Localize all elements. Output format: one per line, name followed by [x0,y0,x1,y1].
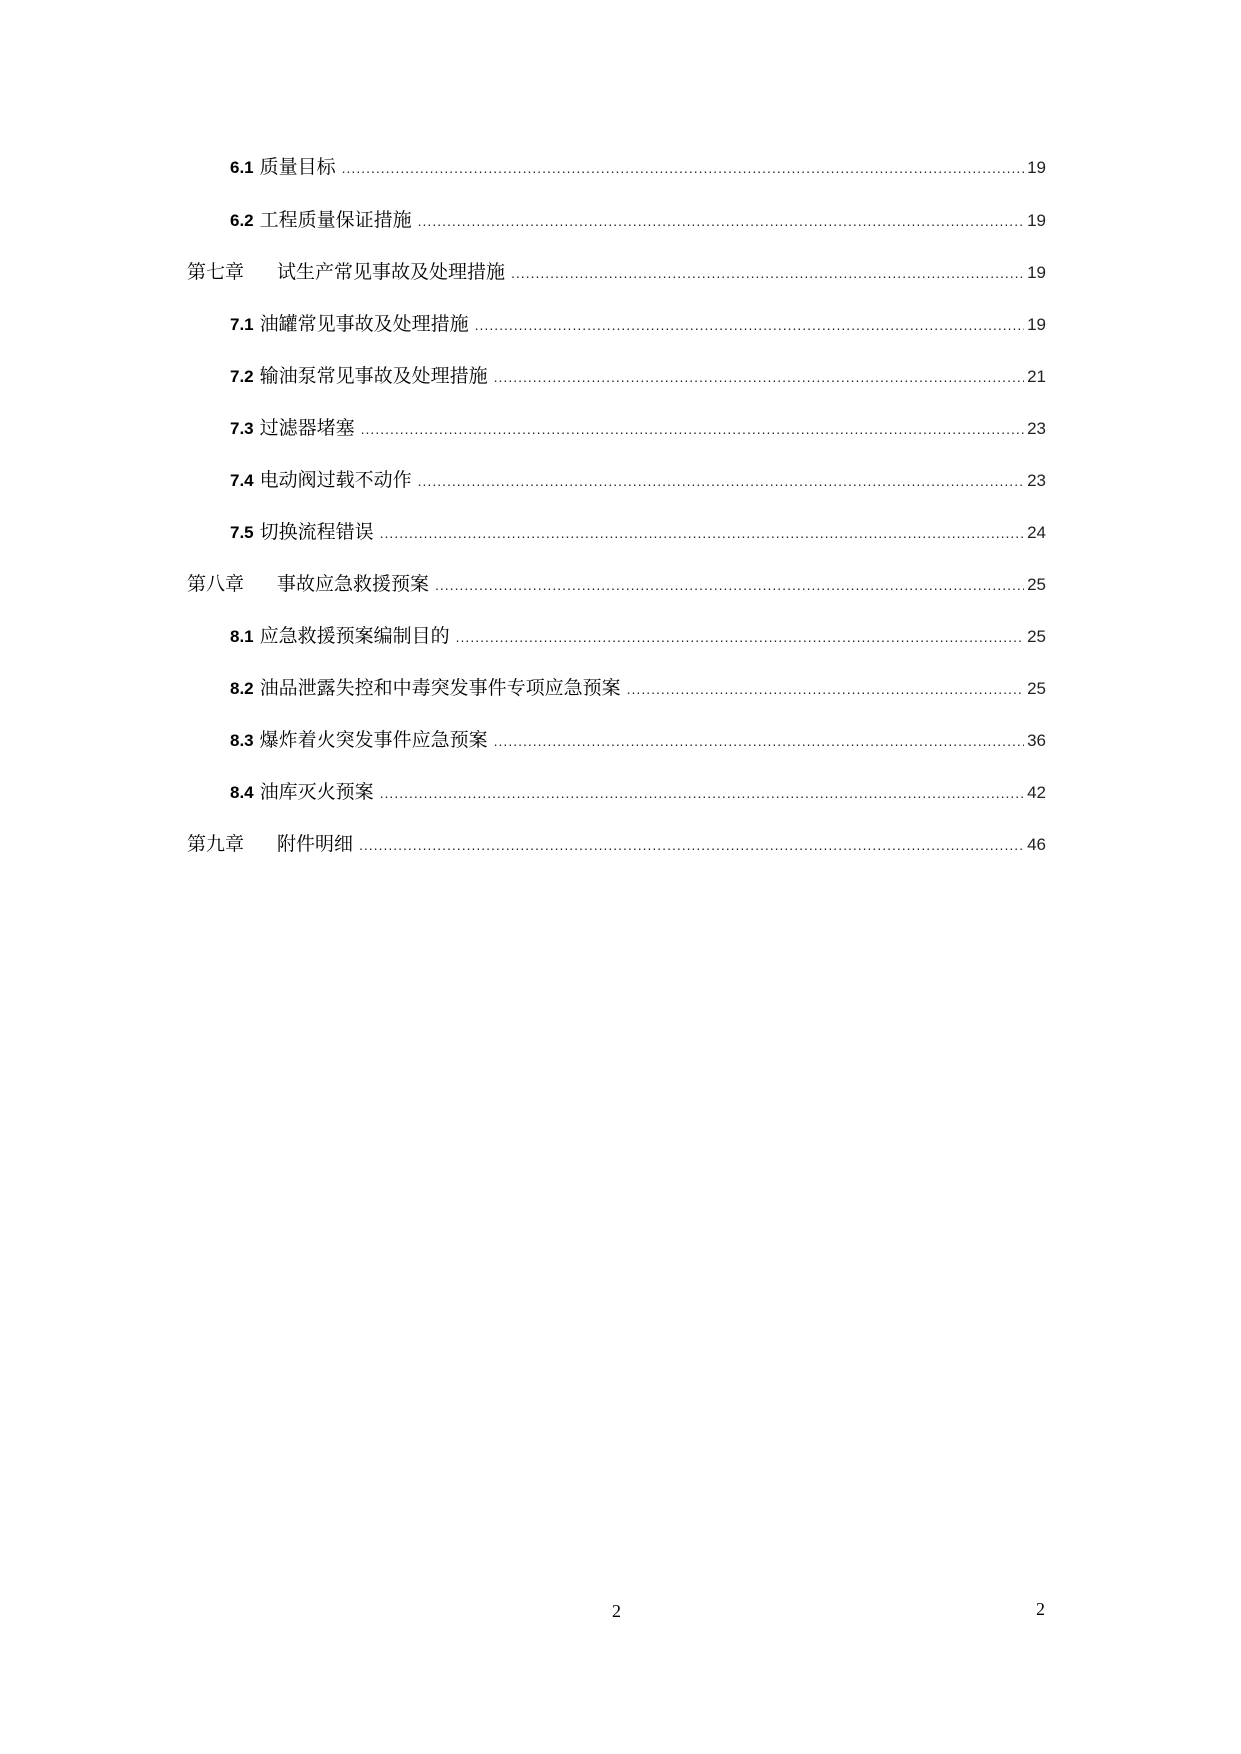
toc-number: 7.4 [230,471,254,490]
toc-title: 输油泵常见事故及处理措施 [259,365,488,387]
toc-title: 切换流程错误 [259,521,374,543]
toc-page-number: 46 [1027,835,1046,854]
toc-number: 6.1 [230,158,254,177]
toc-number: 8.4 [230,783,254,802]
dot-leader [511,258,1024,288]
toc-title: 过滤器堵塞 [259,417,355,439]
toc-entry-7-1[interactable] [230,309,1046,339]
footer-page-number: 2 [612,1601,621,1621]
toc-number: 8.3 [230,731,254,750]
toc-title: 事故应急救援预案 [277,573,430,595]
toc-entry-6-1[interactable] [230,152,1046,182]
chapter-label: 第九章 [187,833,245,855]
toc-entry-8-3[interactable] [230,725,1046,755]
toc-page-number: 19 [1027,315,1046,334]
toc-page-number: 42 [1027,783,1046,802]
dot-leader [418,466,1024,496]
toc-title: 试生产常见事故及处理措施 [277,261,506,283]
dot-leader [359,830,1024,860]
toc-title: 电动阀过载不动作 [259,469,412,491]
toc-number: 8.2 [230,679,254,698]
toc-page-number: 19 [1027,263,1046,282]
toc-entry-6-2[interactable] [230,205,1046,235]
toc-number: 7.3 [230,419,254,438]
toc-title: 油品泄露失控和中毒突发事件专项应急预案 [259,677,621,699]
toc-entry-8-4[interactable] [230,777,1046,807]
toc-title: 质量目标 [259,156,336,178]
toc-page-number: 25 [1027,679,1046,698]
toc-entry-8-2[interactable] [230,673,1046,703]
toc-entry-7-2[interactable] [230,361,1046,391]
toc-title: 油罐常见事故及处理措施 [259,313,469,335]
dot-leader [456,622,1024,652]
dot-leader [361,414,1024,444]
toc-number: 8.1 [230,627,254,646]
footer-page-number-right: 2 [1036,1599,1045,1619]
dot-leader [418,206,1024,236]
dot-leader [494,726,1024,756]
toc-page-number: 21 [1027,367,1046,386]
dot-leader [435,570,1024,600]
toc-page-number: 24 [1027,523,1046,542]
dot-leader [475,310,1024,340]
toc-entry-chapter-8[interactable] [187,569,1046,599]
toc-title: 油库灭火预案 [259,781,374,803]
toc-entry-7-3[interactable] [230,413,1046,443]
dot-leader [380,518,1024,548]
toc-page-number: 23 [1027,471,1046,490]
toc-number: 7.1 [230,315,254,334]
toc-title: 应急救援预案编制目的 [259,625,450,647]
toc-title: 工程质量保证措施 [259,209,412,231]
toc-title: 爆炸着火突发事件应急预案 [259,729,488,751]
toc-number: 6.2 [230,211,254,230]
toc-page-number: 19 [1027,211,1046,230]
chapter-label: 第八章 [187,573,245,595]
chapter-label: 第七章 [187,261,245,283]
toc-entry-7-5[interactable] [230,517,1046,547]
dot-leader [342,153,1024,183]
dot-leader [627,674,1024,704]
toc-page-number: 25 [1027,627,1046,646]
toc-number: 7.2 [230,367,254,386]
toc-entry-7-4[interactable] [230,465,1046,495]
toc-number: 7.5 [230,523,254,542]
dot-leader [380,778,1024,808]
dot-leader [494,362,1024,392]
toc-page-number: 19 [1027,158,1046,177]
toc-page-number: 23 [1027,419,1046,438]
toc-title: 附件明细 [277,833,354,855]
toc-entry-chapter-7[interactable] [187,257,1046,287]
toc-page-number: 25 [1027,575,1046,594]
toc-entry-chapter-9[interactable] [187,829,1046,859]
toc-page-number: 36 [1027,731,1046,750]
toc-entry-8-1[interactable] [230,621,1046,651]
